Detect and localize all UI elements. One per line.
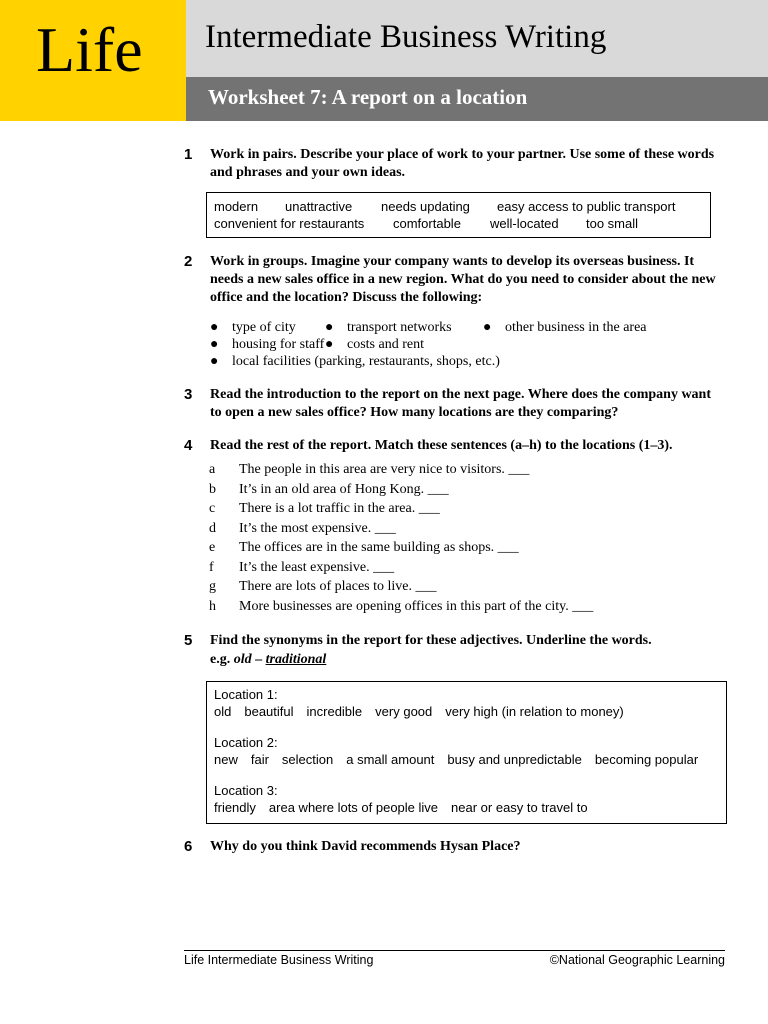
question-text: Work in pairs. Describe your place of work to your partner. Use some of these words and phrases and your own ideas.	[210, 147, 715, 180]
question-number: 4	[184, 437, 193, 454]
question-number: 1	[184, 146, 193, 163]
page-title: Intermediate Business Writing	[205, 19, 607, 55]
footer-book-title: Life Intermediate Business Writing	[184, 953, 374, 967]
location-words: old beautiful incredible very good very high (in relation to money)	[214, 704, 624, 719]
word-box-1	[206, 192, 711, 238]
bullet-icon: ●	[210, 354, 219, 369]
location-label: Location 1:	[214, 687, 278, 702]
question-text: Why do you think David recommends Hysan Place?	[210, 839, 521, 854]
word-item: too small	[586, 216, 639, 231]
location-words: new fair selection a small amount busy and unpredictable becoming popular	[214, 752, 699, 767]
question-text: Read the rest of the report. Match these sentences (a–h) to the locations (1–3).	[210, 438, 673, 453]
bullet-icon: ●	[210, 337, 219, 352]
word-item: easy access to public transport	[497, 199, 676, 214]
question-number: 3	[184, 386, 193, 403]
question-text: Find the synonyms in the report for these adjectives. Underline the words.	[210, 633, 652, 648]
logo-block	[0, 0, 186, 121]
footer-divider	[184, 950, 725, 951]
bullet-item: ● transport networks	[325, 320, 452, 335]
word-item: comfortable	[393, 216, 461, 231]
bullet-item: ● other business in the area	[483, 320, 647, 335]
worksheet-title: Worksheet 7: A report on a location	[208, 85, 528, 109]
bullet-item: ● local facilities (parking, restaurants, shops, etc.)	[210, 354, 500, 369]
bullet-icon: ●	[325, 337, 334, 352]
question-text: Work in groups. Imagine your company wants to develop its overseas business. It needs a new sales office in a new region. What do you need to consider about the new office and the location? Discuss the following:	[210, 254, 716, 305]
question-number: 6	[184, 838, 193, 855]
footer-copyright: ©National Geographic Learning	[549, 953, 725, 967]
location-label: Location 2:	[214, 735, 278, 750]
word-row-2	[214, 216, 638, 231]
bullet-icon: ●	[210, 320, 219, 335]
bullet-icon: ●	[325, 320, 334, 335]
title-bar	[186, 0, 768, 77]
word-item: needs updating	[381, 199, 470, 214]
header	[0, 0, 768, 121]
bullet-item: ● costs and rent	[325, 337, 424, 352]
example-line: e.g. old – traditional	[210, 652, 327, 667]
bullet-item: ● type of city	[210, 320, 296, 335]
word-item: modern	[214, 199, 259, 214]
word-item: convenient for restaurants	[214, 216, 365, 231]
location-words: friendly area where lots of people live near or easy to travel to	[214, 800, 588, 815]
bullet-item: ● housing for staff	[210, 337, 325, 352]
word-row-1	[214, 199, 675, 214]
subtitle-bar	[186, 77, 768, 121]
question-number: 5	[184, 632, 193, 649]
synonym-box	[206, 681, 727, 824]
location-label: Location 3:	[214, 783, 278, 798]
logo: Life	[36, 14, 143, 85]
word-item: unattractive	[285, 199, 353, 214]
bullet-icon: ●	[483, 320, 492, 335]
question-number: 2	[184, 253, 193, 270]
word-item: well-located	[490, 216, 559, 231]
question-text: Read the introduction to the report on the next page. Where does the company want to open a new sales office? How many locations are they comparing?	[210, 387, 712, 420]
